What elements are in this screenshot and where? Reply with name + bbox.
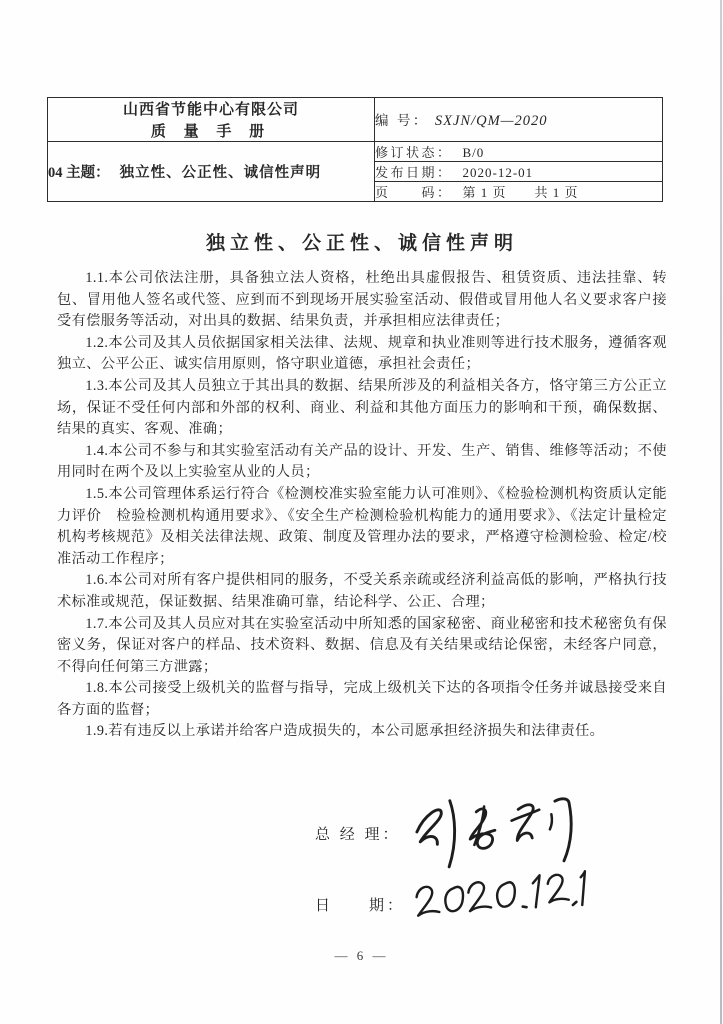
page-code-value: 第 1 页 共 1 页 (462, 185, 579, 200)
document-body (57, 228, 667, 743)
clause-1-2: 1.2.本公司及其人员依据国家相关法律、法规、规章和执业准则等进行技术服务，遵循客观独立、公平公正、诚实信用原则，恪守职业道德，承担社会责任； (57, 334, 667, 373)
date-label: 日 期： (315, 897, 406, 914)
page-title: 独立性、公正性、诚信性声明 (205, 233, 518, 254)
clause-1-9: 1.9.若有违反以上承诺并给客户造成损失的，本公司愿承担经济损失和法律责任。 (85, 723, 605, 740)
manager-signature-row (315, 793, 645, 873)
clause-1-5: 1.5.本公司管理体系运行符合《检测校准实验室能力认可准则》、《检验检测机构资质认定能力评价 检验检测机构通用要求》、《安全生产检测检验机构能力的通用要求》、《法定计量检定机构考核规范》及相关法律法规、政策、制度及管理办法的要求，严格遵守检测检验、检定/校准活动工作程序； (57, 485, 667, 567)
header-table (47, 97, 663, 202)
subject-label: 04 主题： (48, 165, 110, 181)
manager-signature-handwriting (405, 790, 598, 877)
signature-block (315, 793, 645, 933)
page-code-label: 页 码： (375, 185, 453, 200)
doc-number-label: 编 号： (375, 113, 429, 128)
revision-label: 修订状态： (375, 145, 453, 160)
clause-1-3: 1.3.本公司及其人员独立于其出具的数据、结果所涉及的利益相关各方，恪守第三方公正立场，保证不受任何内部和外部的权利、商业、利益和其他方面压力的影响和干预，确保数据、结果的真实、客观、准确； (57, 377, 667, 438)
doc-number-cell (375, 98, 663, 142)
revision-value: B/0 (462, 145, 485, 160)
clause-1-1: 1.1.本公司依法注册，具备独立法人资格，杜绝出具虚假报告、租赁资质、违法挂靠、转包、冒用他人签名或代签、应到而不到现场开展实验室活动、假借或冒用他人名义要求客户接受有偿服务等活动，对出具的数据、结果负责，并承担相应法律责任； (57, 270, 667, 330)
doc-number-value: SXJN/QM—2020 (434, 113, 548, 129)
signature-date-handwriting (409, 866, 595, 934)
page-code-cell (375, 182, 663, 202)
issue-date-cell (375, 162, 663, 182)
clause-1-8: 1.8.本公司接受上级机关的监督与指导，完成上级机关下达的各项指令任务并诚恳接受来自各方面的监督； (57, 680, 667, 718)
clause-1-4: 1.4.本公司不参与和其实验室活动有关产品的设计、开发、生产、销售、维修等活动；不使用同时在两个及以上实验室从业的人员； (57, 442, 667, 481)
clause-1-7: 1.7.本公司及其人员应对其在实验室活动中所知悉的国家秘密、商业秘密和技术秘密负有保密义务，保证对客户的样品、技术资料、数据、信息及有关结果或结论保密，未经客户同意，不得向任何第三方泄露； (57, 615, 667, 675)
signature-date-row (315, 875, 645, 933)
company-name: 山西省节能中心有限公司 (122, 102, 299, 118)
company-title-cell (48, 98, 375, 142)
manual-name: 质 量 手 册 (150, 124, 272, 140)
issue-date-value: 2020-12-01 (462, 165, 534, 180)
revision-cell (375, 142, 663, 162)
subject-cell (48, 142, 375, 202)
page-number-footer: — 6 — (334, 948, 389, 963)
manager-label: 总 经 理： (315, 826, 401, 843)
scan-edge-artifact (720, 0, 722, 1024)
issue-date-label: 发布日期： (375, 165, 453, 180)
subject-value: 独立性、公正性、诚信性声明 (119, 165, 322, 181)
clause-1-6: 1.6.本公司对所有客户提供相同的服务，不受关系亲疏或经济利益高低的影响，严格执行技术标准或规范，保证数据、结果准确可靠，结论科学、公正、合理； (57, 572, 667, 610)
